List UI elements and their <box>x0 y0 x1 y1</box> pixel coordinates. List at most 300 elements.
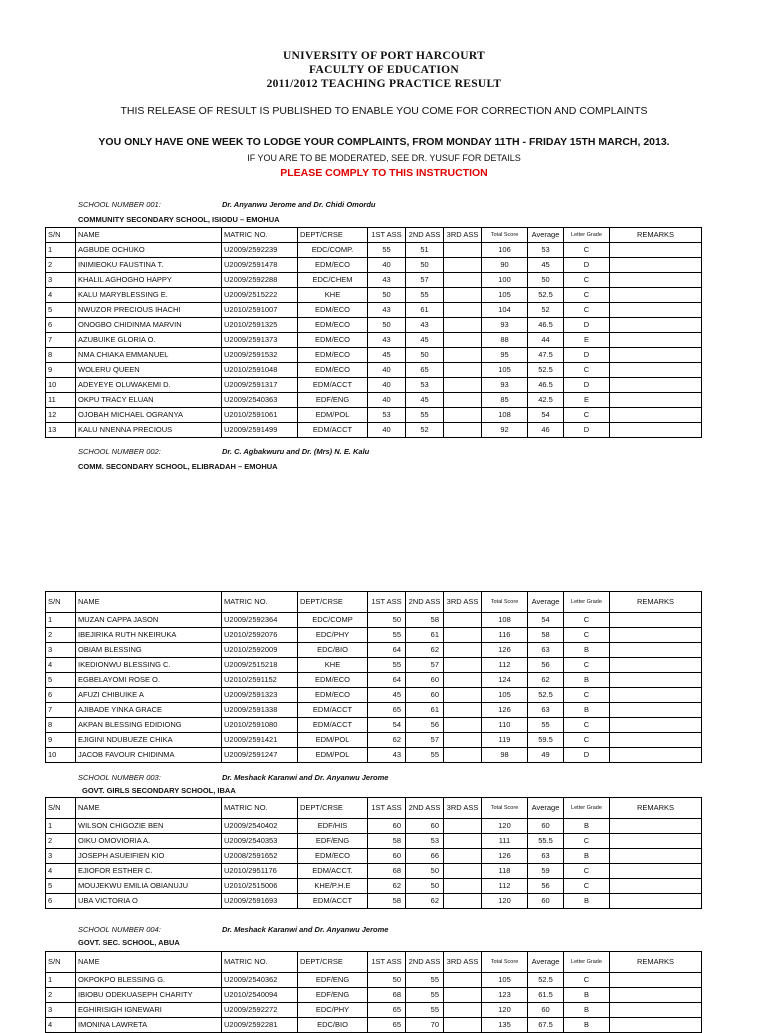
cell-sn: 1 <box>46 973 76 988</box>
cell-first-ass: 64 <box>368 643 406 658</box>
cell-matric: U2009/2540402 <box>222 819 298 834</box>
table-row <box>46 423 702 438</box>
cell-second-ass: 45 <box>406 393 444 408</box>
cell-average: 55.5 <box>528 834 564 849</box>
cell-first-ass: 68 <box>368 988 406 1003</box>
cell-name: IBIOBU ODEKUASEPH CHARITY <box>76 988 222 1003</box>
cell-second-ass: 57 <box>406 273 444 288</box>
cell-average: 55 <box>528 718 564 733</box>
cell-third-ass <box>444 688 482 703</box>
cell-letter-grade: B <box>564 703 610 718</box>
cell-first-ass: 40 <box>368 423 406 438</box>
cell-letter-grade: C <box>564 658 610 673</box>
cell-second-ass: 53 <box>406 378 444 393</box>
cell-total-score: 85 <box>482 393 528 408</box>
cell-third-ass <box>444 894 482 909</box>
column-header-letter-grade: Letter Grade <box>564 952 610 973</box>
cell-matric: U2009/2591317 <box>222 378 298 393</box>
cell-dept: EDM/ECO <box>298 303 368 318</box>
cell-total-score: 126 <box>482 703 528 718</box>
cell-remarks <box>610 703 702 718</box>
cell-remarks <box>610 718 702 733</box>
cell-matric: U2009/2591338 <box>222 703 298 718</box>
cell-matric: U2009/2591693 <box>222 894 298 909</box>
release-note: THIS RELEASE OF RESULT IS PUBLISHED TO ENABLE YOU COME FOR CORRECTION AND COMPLAINTS <box>120 105 648 117</box>
cell-sn: 6 <box>46 318 76 333</box>
cell-total-score: 106 <box>482 243 528 258</box>
table-row <box>46 658 702 673</box>
column-header-sn: S/N <box>46 592 76 613</box>
cell-sn: 10 <box>46 378 76 393</box>
header-row <box>46 592 702 613</box>
cell-second-ass: 55 <box>406 973 444 988</box>
column-header-second-ass: 2ND ASS <box>406 592 444 613</box>
cell-average: 59.5 <box>528 733 564 748</box>
cell-dept: EDF/ENG <box>298 988 368 1003</box>
cell-letter-grade: C <box>564 243 610 258</box>
header-row <box>46 798 702 819</box>
cell-dept: EDM/ECO <box>298 258 368 273</box>
cell-dept: EDM/ECO <box>298 849 368 864</box>
cell-letter-grade: E <box>564 393 610 408</box>
cell-sn: 4 <box>46 658 76 673</box>
cell-average: 46.5 <box>528 318 564 333</box>
cell-total-score: 95 <box>482 348 528 363</box>
cell-total-score: 98 <box>482 748 528 763</box>
cell-remarks <box>610 658 702 673</box>
table-row <box>46 378 702 393</box>
cell-third-ass <box>444 748 482 763</box>
cell-second-ass: 45 <box>406 333 444 348</box>
cell-dept: EDC/BIO <box>298 1018 368 1033</box>
results-table <box>45 591 702 763</box>
cell-average: 60 <box>528 1003 564 1018</box>
moderation-note: IF YOU ARE TO BE MODERATED, SEE DR. YUSUF FOR DETAILS <box>247 153 521 163</box>
cell-dept: EDM/ECO <box>298 673 368 688</box>
cell-third-ass <box>444 348 482 363</box>
cell-sn: 5 <box>46 673 76 688</box>
cell-name: ONOGBO CHIDINMA MARVIN <box>76 318 222 333</box>
cell-first-ass: 55 <box>368 243 406 258</box>
cell-second-ass: 55 <box>406 408 444 423</box>
table-row <box>46 748 702 763</box>
cell-third-ass <box>444 819 482 834</box>
cell-letter-grade: C <box>564 363 610 378</box>
cell-matric: U2009/2592281 <box>222 1018 298 1033</box>
table-row <box>46 348 702 363</box>
column-header-third-ass: 3RD ASS <box>444 952 482 973</box>
table-row <box>46 643 702 658</box>
cell-second-ass: 55 <box>406 288 444 303</box>
cell-total-score: 120 <box>482 819 528 834</box>
cell-total-score: 88 <box>482 333 528 348</box>
cell-matric: U2009/2591373 <box>222 333 298 348</box>
cell-sn: 1 <box>46 819 76 834</box>
cell-sn: 2 <box>46 258 76 273</box>
cell-third-ass <box>444 408 482 423</box>
cell-dept: EDF/HIS <box>298 819 368 834</box>
cell-sn: 6 <box>46 894 76 909</box>
cell-first-ass: 50 <box>368 973 406 988</box>
cell-name: EJIOFOR ESTHER C. <box>76 864 222 879</box>
cell-matric: U2010/2951176 <box>222 864 298 879</box>
cell-second-ass: 60 <box>406 673 444 688</box>
cell-third-ass <box>444 258 482 273</box>
cell-matric: U2010/2591061 <box>222 408 298 423</box>
column-header-letter-grade: Letter Grade <box>564 798 610 819</box>
cell-dept: EDM/ECO <box>298 688 368 703</box>
cell-second-ass: 57 <box>406 658 444 673</box>
cell-matric: U2009/2540353 <box>222 834 298 849</box>
cell-third-ass <box>444 733 482 748</box>
cell-matric: U2010/2591325 <box>222 318 298 333</box>
table-row <box>46 718 702 733</box>
cell-name: IMONINA LAWRETA <box>76 1018 222 1033</box>
cell-sn: 3 <box>46 643 76 658</box>
results-table <box>45 951 702 1033</box>
cell-remarks <box>610 363 702 378</box>
cell-remarks <box>610 348 702 363</box>
cell-first-ass: 65 <box>368 703 406 718</box>
cell-third-ass <box>444 273 482 288</box>
cell-letter-grade: C <box>564 864 610 879</box>
column-header-total-score: Total Score <box>482 228 528 243</box>
cell-sn: 7 <box>46 703 76 718</box>
cell-name: NMA CHIAKA EMMANUEL <box>76 348 222 363</box>
cell-second-ass: 57 <box>406 733 444 748</box>
cell-total-score: 105 <box>482 363 528 378</box>
cell-second-ass: 60 <box>406 688 444 703</box>
column-header-first-ass: 1ST ASS <box>368 592 406 613</box>
school-number-label: SCHOOL NUMBER 003: <box>78 773 161 782</box>
cell-average: 58 <box>528 628 564 643</box>
table-row <box>46 408 702 423</box>
cell-dept: EDC/COMP <box>298 613 368 628</box>
cell-sn: 7 <box>46 333 76 348</box>
cell-name: AGBUDE OCHUKO <box>76 243 222 258</box>
cell-remarks <box>610 1018 702 1033</box>
cell-sn: 8 <box>46 718 76 733</box>
cell-third-ass <box>444 1003 482 1018</box>
faculty-title: FACULTY OF EDUCATION <box>309 64 459 76</box>
column-header-dept: DEPT/CRSE <box>298 798 368 819</box>
cell-letter-grade: B <box>564 849 610 864</box>
cell-dept: EDM/ACCT <box>298 703 368 718</box>
cell-total-score: 119 <box>482 733 528 748</box>
cell-dept: EDM/POL <box>298 733 368 748</box>
cell-remarks <box>610 819 702 834</box>
cell-total-score: 112 <box>482 879 528 894</box>
cell-third-ass <box>444 988 482 1003</box>
cell-second-ass: 58 <box>406 613 444 628</box>
cell-letter-grade: E <box>564 333 610 348</box>
cell-average: 56 <box>528 879 564 894</box>
table-row <box>46 303 702 318</box>
cell-matric: U2010/2591007 <box>222 303 298 318</box>
cell-dept: EDM/ECO <box>298 363 368 378</box>
cell-first-ass: 65 <box>368 1018 406 1033</box>
column-header-name: NAME <box>76 228 222 243</box>
cell-average: 46 <box>528 423 564 438</box>
table-row <box>46 393 702 408</box>
cell-average: 50 <box>528 273 564 288</box>
cell-third-ass <box>444 718 482 733</box>
cell-third-ass <box>444 703 482 718</box>
table-row <box>46 613 702 628</box>
cell-remarks <box>610 988 702 1003</box>
cell-first-ass: 40 <box>368 378 406 393</box>
cell-name: OKPU TRACY ELUAN <box>76 393 222 408</box>
cell-dept: EDF/ENG <box>298 973 368 988</box>
cell-name: OIKU OMOVIORIA A. <box>76 834 222 849</box>
cell-third-ass <box>444 288 482 303</box>
cell-total-score: 108 <box>482 613 528 628</box>
supervisors: Dr. Anyanwu Jerome and Dr. Chidi Omordu <box>222 200 376 209</box>
cell-name: ADEYEYE OLUWAKEMI D. <box>76 378 222 393</box>
column-header-dept: DEPT/CRSE <box>298 228 368 243</box>
cell-second-ass: 60 <box>406 819 444 834</box>
cell-second-ass: 50 <box>406 348 444 363</box>
cell-sn: 10 <box>46 748 76 763</box>
cell-remarks <box>610 673 702 688</box>
table-row <box>46 628 702 643</box>
cell-letter-grade: C <box>564 688 610 703</box>
cell-sn: 2 <box>46 988 76 1003</box>
cell-name: WILSON CHIGOZIE BEN <box>76 819 222 834</box>
cell-remarks <box>610 688 702 703</box>
cell-remarks <box>610 973 702 988</box>
cell-dept: EDF/ENG <box>298 834 368 849</box>
cell-matric: U2010/2592076 <box>222 628 298 643</box>
cell-average: 61.5 <box>528 988 564 1003</box>
cell-average: 54 <box>528 613 564 628</box>
column-header-second-ass: 2ND ASS <box>406 228 444 243</box>
cell-third-ass <box>444 393 482 408</box>
cell-name: AFUZI CHIBUIKE A <box>76 688 222 703</box>
cell-second-ass: 55 <box>406 748 444 763</box>
cell-third-ass <box>444 1018 482 1033</box>
cell-letter-grade: D <box>564 423 610 438</box>
results-table <box>45 227 702 438</box>
cell-letter-grade: D <box>564 378 610 393</box>
table-row <box>46 703 702 718</box>
cell-dept: EDC/CHEM <box>298 273 368 288</box>
cell-remarks <box>610 834 702 849</box>
cell-remarks <box>610 288 702 303</box>
cell-name: KALU MARYBLESSING E. <box>76 288 222 303</box>
cell-remarks <box>610 748 702 763</box>
cell-sn: 13 <box>46 423 76 438</box>
cell-total-score: 124 <box>482 673 528 688</box>
cell-name: AKPAN BLESSING EDIDIONG <box>76 718 222 733</box>
cell-name: AZUBUIKE GLORIA O. <box>76 333 222 348</box>
cell-second-ass: 50 <box>406 258 444 273</box>
cell-sn: 3 <box>46 273 76 288</box>
cell-average: 63 <box>528 643 564 658</box>
cell-first-ass: 64 <box>368 673 406 688</box>
cell-sn: 3 <box>46 849 76 864</box>
cell-letter-grade: C <box>564 408 610 423</box>
cell-average: 46.5 <box>528 378 564 393</box>
cell-second-ass: 66 <box>406 849 444 864</box>
table-row <box>46 864 702 879</box>
cell-total-score: 92 <box>482 423 528 438</box>
cell-third-ass <box>444 613 482 628</box>
cell-average: 53 <box>528 243 564 258</box>
cell-sn: 5 <box>46 303 76 318</box>
cell-total-score: 90 <box>482 258 528 273</box>
cell-total-score: 123 <box>482 988 528 1003</box>
results-table <box>45 797 702 909</box>
cell-first-ass: 65 <box>368 1003 406 1018</box>
cell-total-score: 93 <box>482 378 528 393</box>
cell-average: 60 <box>528 819 564 834</box>
deadline-notice: YOU ONLY HAVE ONE WEEK TO LODGE YOUR COMPLAINTS, FROM MONDAY 11TH - FRIDAY 15TH MARCH, 2013. <box>98 136 670 148</box>
cell-matric: U2010/2591152 <box>222 673 298 688</box>
column-header-average: Average <box>528 228 564 243</box>
cell-name: KHALIL AGHOGHO HAPPY <box>76 273 222 288</box>
column-header-remarks: REMARKS <box>610 592 702 613</box>
cell-total-score: 105 <box>482 688 528 703</box>
cell-first-ass: 43 <box>368 333 406 348</box>
table-row <box>46 333 702 348</box>
cell-third-ass <box>444 864 482 879</box>
cell-name: WOLERU QUEEN <box>76 363 222 378</box>
school-number-label: SCHOOL NUMBER 004: <box>78 925 161 934</box>
cell-dept: EDM/POL <box>298 748 368 763</box>
cell-remarks <box>610 894 702 909</box>
cell-name: EGBELAYOMI ROSE O. <box>76 673 222 688</box>
cell-first-ass: 40 <box>368 258 406 273</box>
cell-average: 59 <box>528 864 564 879</box>
cell-first-ass: 40 <box>368 363 406 378</box>
column-header-letter-grade: Letter Grade <box>564 228 610 243</box>
cell-sn: 9 <box>46 363 76 378</box>
cell-letter-grade: C <box>564 628 610 643</box>
cell-letter-grade: D <box>564 258 610 273</box>
column-header-third-ass: 3RD ASS <box>444 592 482 613</box>
cell-name: JACOB FAVOUR CHIDINMA <box>76 748 222 763</box>
cell-average: 54 <box>528 408 564 423</box>
table-row <box>46 688 702 703</box>
cell-name: JOSEPH ASUEIFIEN KIO <box>76 849 222 864</box>
cell-average: 52 <box>528 303 564 318</box>
cell-third-ass <box>444 378 482 393</box>
cell-average: 49 <box>528 748 564 763</box>
table-row <box>46 834 702 849</box>
table-row <box>46 1018 702 1033</box>
cell-letter-grade: C <box>564 273 610 288</box>
table-row <box>46 1003 702 1018</box>
cell-third-ass <box>444 973 482 988</box>
table-row <box>46 819 702 834</box>
cell-average: 63 <box>528 703 564 718</box>
cell-matric: U2008/2591652 <box>222 849 298 864</box>
column-header-third-ass: 3RD ASS <box>444 798 482 819</box>
cell-total-score: 100 <box>482 273 528 288</box>
cell-remarks <box>610 613 702 628</box>
cell-sn: 5 <box>46 879 76 894</box>
cell-third-ass <box>444 423 482 438</box>
cell-sn: 11 <box>46 393 76 408</box>
cell-letter-grade: B <box>564 1018 610 1033</box>
cell-dept: EDM/ECO <box>298 333 368 348</box>
cell-third-ass <box>444 834 482 849</box>
cell-average: 44 <box>528 333 564 348</box>
cell-dept: KHE <box>298 288 368 303</box>
cell-name: EJIGINI NDUBUEZE CHIKA <box>76 733 222 748</box>
cell-total-score: 111 <box>482 834 528 849</box>
column-header-total-score: Total Score <box>482 952 528 973</box>
cell-matric: U2009/2515222 <box>222 288 298 303</box>
table-row <box>46 879 702 894</box>
cell-second-ass: 65 <box>406 363 444 378</box>
column-header-sn: S/N <box>46 798 76 819</box>
cell-first-ass: 62 <box>368 733 406 748</box>
cell-sn: 1 <box>46 613 76 628</box>
cell-remarks <box>610 879 702 894</box>
column-header-average: Average <box>528 952 564 973</box>
cell-total-score: 105 <box>482 973 528 988</box>
cell-total-score: 126 <box>482 643 528 658</box>
school-name: COMM. SECONDARY SCHOOL, ELIBRADAH – EMOHUA <box>78 462 278 471</box>
cell-average: 52.5 <box>528 688 564 703</box>
cell-first-ass: 43 <box>368 748 406 763</box>
cell-dept: EDM/ACCT. <box>298 864 368 879</box>
school-name: COMMUNITY SECONDARY SCHOOL, ISIODU – EMOHUA <box>78 215 280 224</box>
cell-matric: U2009/2515218 <box>222 658 298 673</box>
table-row <box>46 733 702 748</box>
cell-third-ass <box>444 303 482 318</box>
table-row <box>46 673 702 688</box>
cell-name: EGHIRISIGH IGNEWARI <box>76 1003 222 1018</box>
supervisors: Dr. C. Agbakwuru and Dr. (Mrs) N. E. Kalu <box>222 447 370 456</box>
cell-second-ass: 50 <box>406 879 444 894</box>
cell-first-ass: 68 <box>368 864 406 879</box>
supervisors: Dr. Meshack Karanwi and Dr. Anyanwu Jerome <box>222 925 389 934</box>
cell-name: MUZAN CAPPA JASON <box>76 613 222 628</box>
cell-second-ass: 55 <box>406 1003 444 1018</box>
cell-total-score: 112 <box>482 658 528 673</box>
cell-first-ass: 60 <box>368 819 406 834</box>
cell-remarks <box>610 733 702 748</box>
column-header-second-ass: 2ND ASS <box>406 952 444 973</box>
cell-letter-grade: B <box>564 673 610 688</box>
cell-second-ass: 56 <box>406 718 444 733</box>
cell-sn: 4 <box>46 1018 76 1033</box>
cell-matric: U2010/2591048 <box>222 363 298 378</box>
cell-matric: U2010/2515006 <box>222 879 298 894</box>
cell-total-score: 108 <box>482 408 528 423</box>
cell-letter-grade: C <box>564 613 610 628</box>
cell-third-ass <box>444 849 482 864</box>
column-header-remarks: REMARKS <box>610 952 702 973</box>
cell-first-ass: 54 <box>368 718 406 733</box>
cell-average: 56 <box>528 658 564 673</box>
cell-name: INIMIEOKU FAUSTINA T. <box>76 258 222 273</box>
cell-matric: U2009/2592239 <box>222 243 298 258</box>
cell-second-ass: 55 <box>406 988 444 1003</box>
cell-dept: EDC/COMP. <box>298 243 368 258</box>
column-header-remarks: REMARKS <box>610 798 702 819</box>
column-header-dept: DEPT/CRSE <box>298 952 368 973</box>
cell-remarks <box>610 318 702 333</box>
cell-sn: 8 <box>46 348 76 363</box>
cell-first-ass: 62 <box>368 879 406 894</box>
column-header-average: Average <box>528 798 564 819</box>
cell-dept: EDM/ACCT <box>298 718 368 733</box>
table-row <box>46 273 702 288</box>
